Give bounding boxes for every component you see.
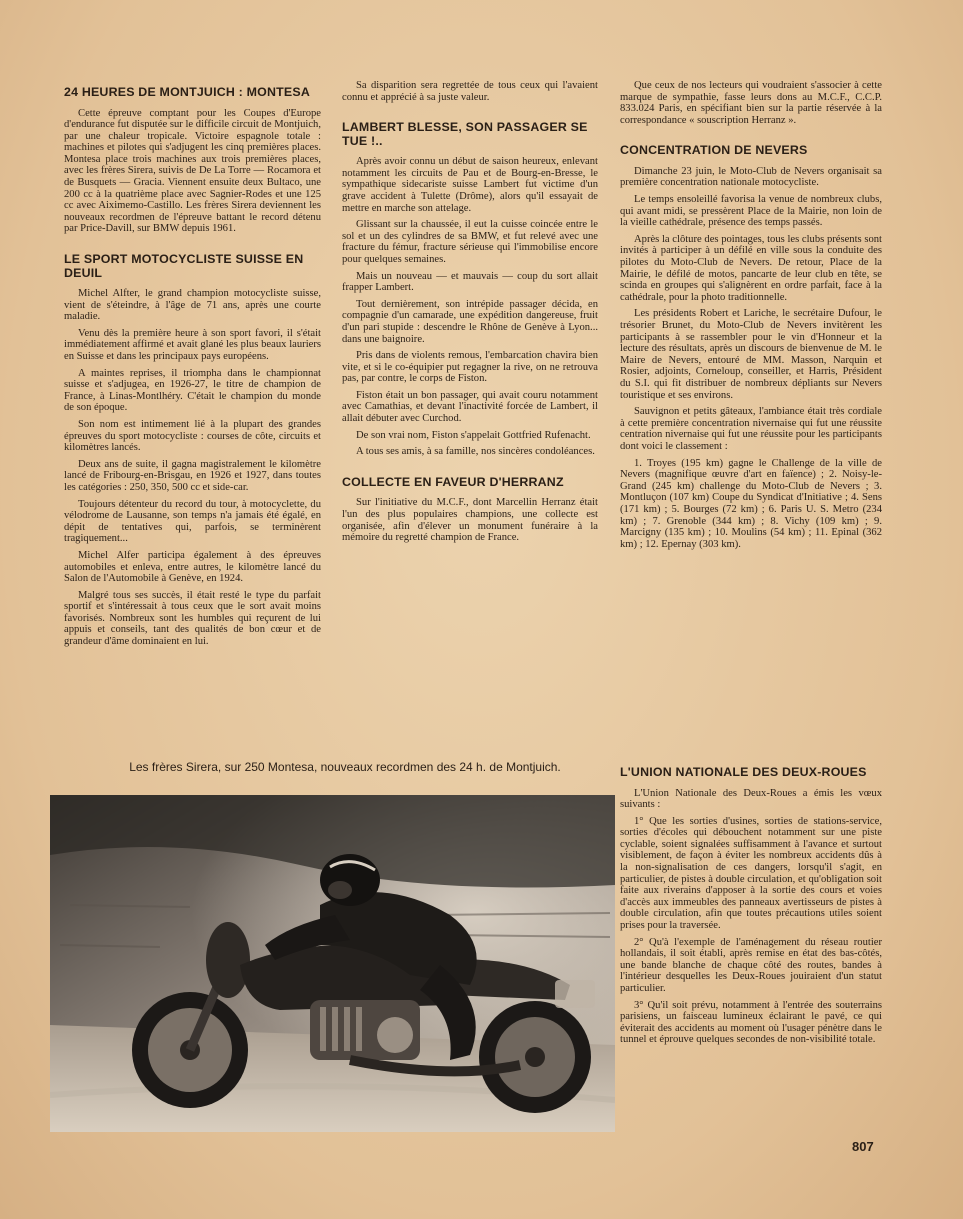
article-paragraph: Michel Alfter, le grand champion motocycliste suisse, vient de s'éteindre, à l'âge de 71 ans, après une courte maladie.	[64, 288, 321, 323]
article-paragraph: 1° Que les sorties d'usines, sorties de stations-service, sorties d'écoles qui débouchent notamment sur une piste cyclable, soient signalées suffisamment à l'avance et surtout visiblement, de façon à éviter les nombreux accidents dûs à la non-signalisation de ces dangers, lorsqu'il s'agit, en particulier, de pistes à double circulation, et qu'obligation soit faite aux riverains d'apposer à la sortie des cours et voies d'accès aux immeubles des panneaux avertisseurs de pistes à double circulation, afin que toutes précautions utiles soient prises pour la traversée.	[620, 815, 882, 932]
article-title: L'UNION NATIONALE DES DEUX-ROUES	[620, 766, 867, 779]
motorcycle-photo	[50, 795, 615, 1132]
article-paragraph: Que ceux de nos lecteurs qui voudraient s'associer à cette marque de sympathie, fasse leurs dons au M.C.F., C.C.P. 833.024 Paris, en spécifiant bien sur la partie réservée à la correspondance « souscription Herranz ».	[620, 80, 882, 126]
article-paragraph: Mais un nouveau — et mauvais — coup du sort allait frapper Lambert.	[342, 270, 598, 294]
article-paragraph: De son vrai nom, Fiston s'appelait Gottfried Rufenacht.	[356, 429, 591, 441]
article-paragraph: Deux ans de suite, il gagna magistralement le kilomètre lancé de Fribourg-en-Brisgau, en 1926 et 1927, dans toutes les catégories : 250, 350, 500 cc et side-car.	[64, 458, 321, 493]
article-title: COLLECTE EN FAVEUR D'HERRANZ	[342, 474, 564, 489]
article-paragraph: A maintes reprises, il triompha dans le championnat suisse et s'adjugea, en 1926-27, le titre de champion de France, à Linas-Montlhéry. C'était le champion du monde de son époque.	[64, 367, 321, 414]
article-paragraph: Michel Alfer participa également à des épreuves automobiles et enleva, entre autres, le kilomètre lancé du Salon de l'Automobile à Genève, en 1924.	[64, 549, 321, 585]
article-paragraph: 1. Troyes (195 km) gagne le Challenge de la ville de Nevers (magnifique œuvre d'art en faïence) ; 2. Noisy-le-Grand (245 km) challenge du Moto-Club de Nevers ; 3. Montluçon (107 km) Coupe du Syndicat d'Initiative ; 4. Sens (171 km) ; 5. Bourges (72 km) ; 6. Paris U. S. Metro (234 km) ; 7. Grenoble (344 km) ; 8. Vichy (109 km) ; 9. Marcigny (135 km) ; 10. Moulins (54 km) ; 11. Epinal (362 km) ; 12. Epernay (303 km).	[620, 457, 882, 550]
article-paragraph: Venu dès la première heure à son sport favori, il s'était immédiatement affirmé et avait glané les plus beaux lauriers en Suisse et dans les principaux pays européens.	[64, 327, 321, 362]
article-paragraph: Cette épreuve comptant pour les Coupes d'Europe d'endurance fut disputée sur le difficile circuit de Montjuich, par une chaleur tropicale. Victoire espagnole totale : machines et pilotes qui s'adjugent les cinq premières places. Montesa place trois machines aux trois premières places, avec les frères Sirera, suivis de De La Torre — Rocamora et de Busquets — Gracia. Viennent ensuite deux Bultaco, une 200 cc à la quatrième place avec Sagnier-Rodes et une 125 cc avec Aiximemo-Castillo. Les frères Sirera deviennent les nouveaux recordmen de l'épreuve battant le record détenu par Price-Davill, sur BMW depuis 1961.	[64, 107, 321, 235]
article-nevers	[620, 144, 882, 550]
article-title: 24 HEURES DE MONTJUICH : MONTESA	[64, 86, 310, 99]
article-paragraph: Son nom est intimement lié à la plupart des grandes épreuves du sport motocycliste : courses de côte, circuits et kilomètres lancés.	[64, 418, 321, 454]
column-1	[64, 86, 321, 722]
article-paragraph: Après la clôture des pointages, tous les clubs présents sont invités à participer à un défilé en ville sous la conduite des pilotes du Moto-Club de Nevers. De retour, Place de la Mairie, le défilé de motos, pancarte de leur club en tête, se scinda en groupes qui s'alignèrent en ordre parfait, face à la cathédrale, pour la photo traditionnelle.	[620, 233, 882, 303]
article-paragraph: L'Union Nationale des Deux-Roues a émis les vœux suivants :	[620, 787, 882, 811]
article-paragraph: Sauvignon et petits gâteaux, l'ambiance était très cordiale à cette première concentration nivernaise qui fut une réussite centration nivernaise qui fut une réussite pour les participants dont voici le classement :	[620, 406, 882, 452]
article-title: CONCENTRATION DE NEVERS	[620, 143, 808, 158]
article-paragraph: Glissant sur la chaussée, il eut la cuisse coincée entre le sol et un des cylindres de sa BMW, et fut relevé avec une fracture du fémur, fracture sérieuse qui l'immobilise encore pour quelques semaines.	[342, 219, 598, 265]
article-paragraph: 3° Qu'il soit prévu, notamment à l'entrée des souterrains parisiens, un faisceau lumineux éclairant le pavé, ce qui éviterait des accidents au moment où l'usager pénètre dans le tunnel et éprouve quelques secondes de non-visibilité totale.	[620, 999, 882, 1046]
article-paragraph: A tous ses amis, à sa famille, nos sincères condoléances.	[356, 446, 595, 458]
article-paragraph: Après avoir connu un début de saison heureux, enlevant notamment les circuits de Pau et de Bourg-en-Bresse, le sympathique sidecariste suisse Lambert fut victime d'un grave accident à Tulette (Drôme), alors qu'il essayait de mettre en marche son attelage.	[342, 156, 598, 214]
article-paragraph: Toujours détenteur du record du tour, à motocyclette, du vélodrome de Lausanne, son temps n'a jamais été égalé, en dépit de tentatives qui, parfois, se terminèrent tragiquement...	[64, 498, 321, 545]
article-paragraph: Les présidents Robert et Lariche, le secrétaire Dufour, le trésorier Brunet, du Moto-Club de Nevers invitèrent les participants à se rassembler pour le vin d'Honneur et la lecture des résultats, après un discours de bienvenue de M. le Maire de Nevers, entouré de MM. Masson, Narquin et Rosier, adjoints, Corneloup, conseiller, et Harris, Président du S.I. qui fit distribuer de nombreux dépliants sur Nevers touristique et ses environs.	[620, 308, 882, 401]
article-title: LAMBERT BLESSE, SON PASSAGER SE TUE !..	[342, 120, 588, 148]
article-suisse-continued	[342, 80, 598, 103]
page-number: 807	[852, 1139, 874, 1154]
motorcycle-photo-illustration	[50, 795, 615, 1132]
article-title: LE SPORT MOTOCYCLISTE SUISSE EN DEUIL	[64, 252, 304, 280]
article-paragraph: Dimanche 23 juin, le Moto-Club de Nevers organisait sa première concentration nationale motocycliste.	[620, 165, 882, 189]
column-2	[342, 80, 598, 725]
article-paragraph: Fiston était un bon passager, qui avait couru notamment avec Camathias, et devant l'inactivité forcée de Lambert, il allait débuter avec Curchod.	[342, 389, 598, 425]
article-paragraph: Malgré tous ses succès, il était resté le type du parfait sportif et s'intéressait à tous ceux que le sort avait moins favorisés. Nombreux sont les humbles qui reçurent de lui appuis et conseils, tant des qualités de bon cœur et de grandeur d'âme dominaient en lui.	[64, 589, 321, 648]
article-paragraph: Sur l'initiative du M.C.F., dont Marcellin Herranz était l'un des plus populaires champions, une collecte est organisée, afin d'élever un monument funéraire à la mémoire du regretté champion de France.	[342, 497, 598, 544]
article-paragraph: 2° Qu'à l'exemple de l'aménagement du réseau routier hollandais, il soit établi, après remise en état des bas-côtés, une bande blanche de chaque côté des routes, bandes à l'intérieur desquelles les Deux-Roues jouiraient d'un statut particulier.	[620, 936, 882, 994]
article-suisse	[64, 253, 321, 648]
article-paragraph: Pris dans de violents remous, l'embarcation chavira bien vite, et si le co-équipier put regagner la rive, on ne retrouva pas, par contre, le corps de Fiston.	[342, 350, 598, 385]
article-paragraph: Tout dernièrement, son intrépide passager décida, en compagnie d'un camarade, une expédition dangereuse, fruit d'un pari stupide : descendre le Rhône de Genève à Lyon... dans une baignoire.	[342, 298, 598, 345]
column-4	[620, 766, 882, 1136]
article-paragraph: Le temps ensoleillé favorisa la venue de nombreux clubs, qui avant midi, se pressèrent Place de la Mairie, non loin de la vieille cathédrale, présence des temps passés.	[620, 194, 882, 229]
article-montjuich	[64, 86, 321, 235]
article-herranz	[342, 476, 598, 544]
column-3	[620, 80, 882, 740]
article-herranz-continued	[620, 80, 882, 126]
photo-caption: Les frères Sirera, sur 250 Montesa, nouveaux recordmen des 24 h. de Montjuich.	[129, 760, 561, 774]
article-paragraph: Sa disparition sera regrettée de tous ceux qui l'avaient connu et apprécié à sa juste valeur.	[342, 80, 598, 103]
article-union	[620, 766, 882, 1046]
article-lambert	[342, 121, 598, 458]
